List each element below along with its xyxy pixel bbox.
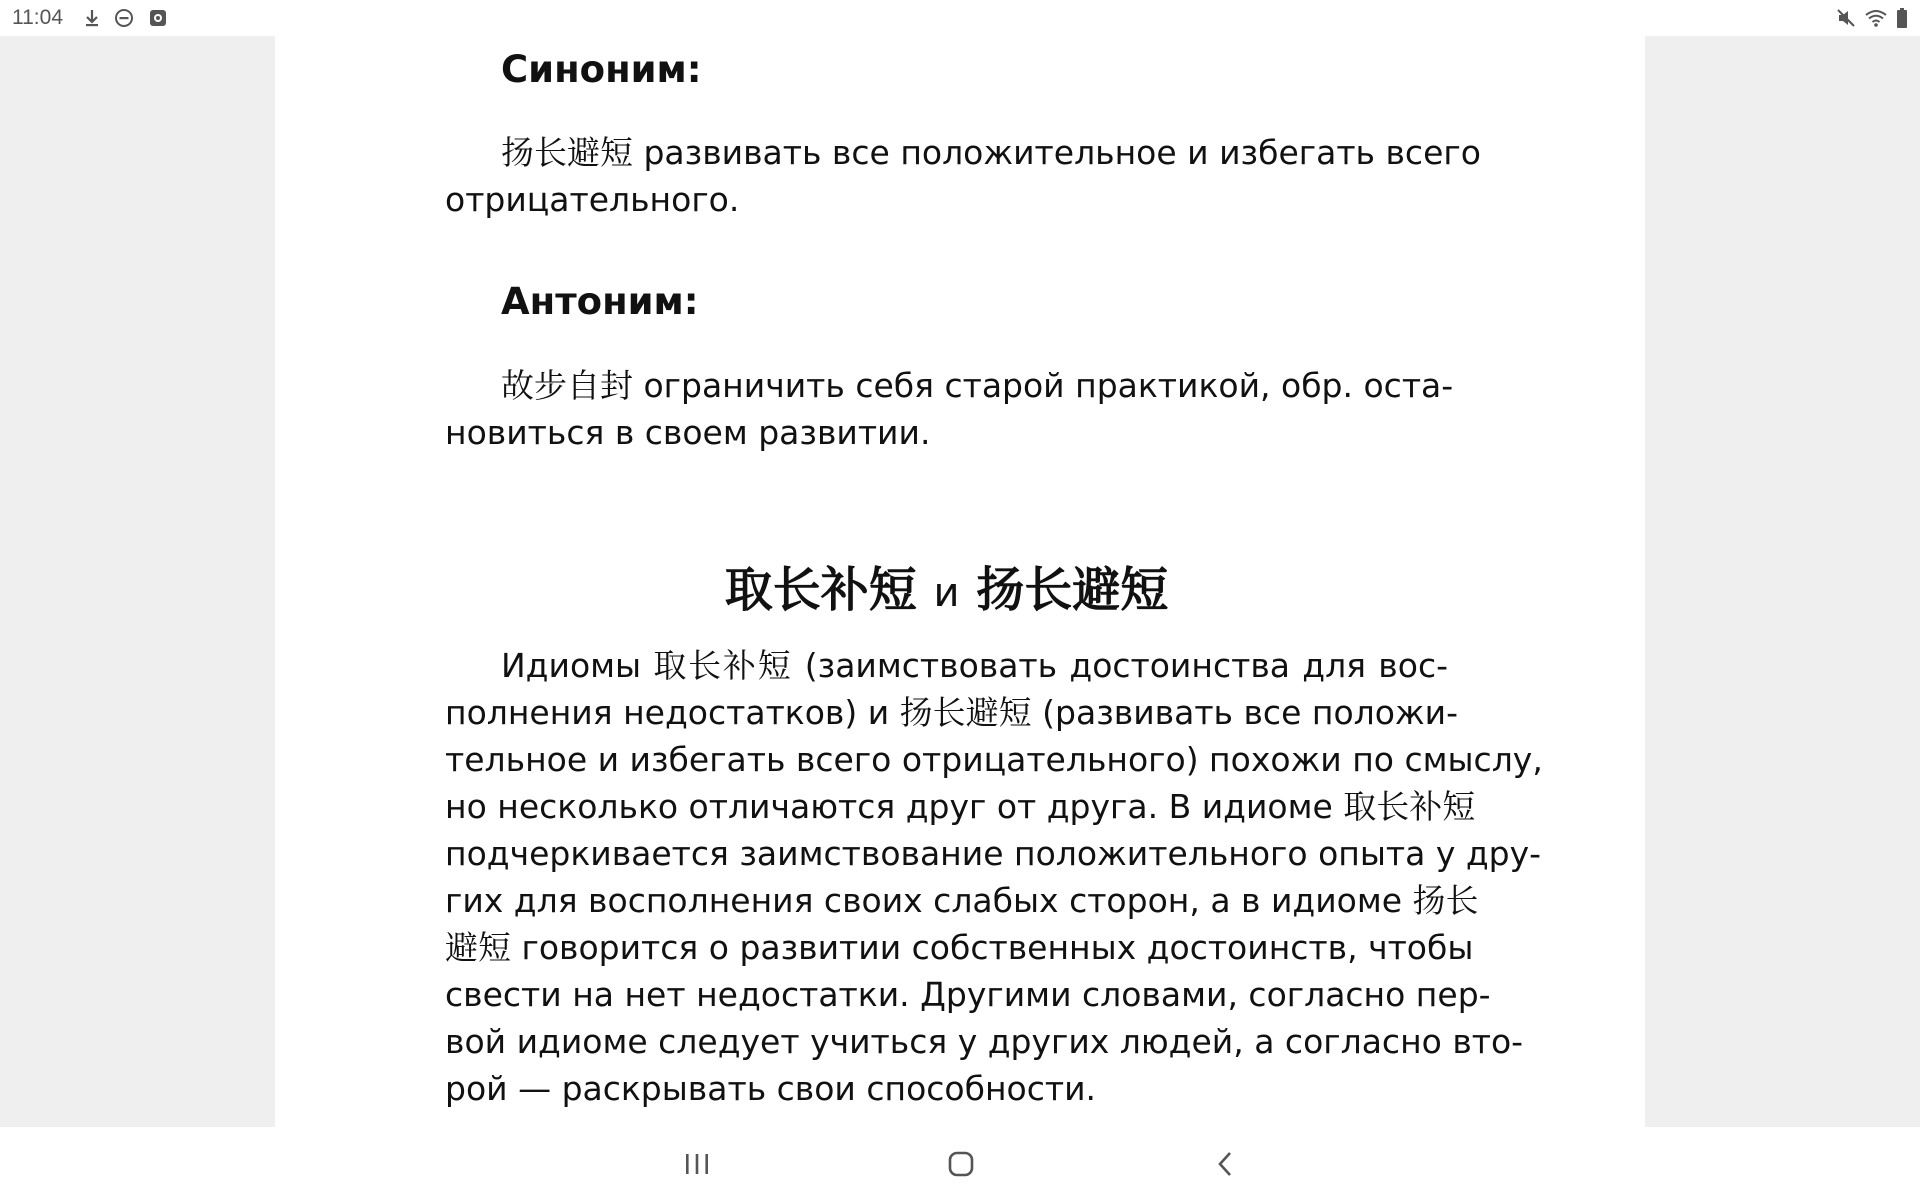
body-line: полнения недостатков) и 扬长避短 (развивать все положи- (445, 693, 1458, 732)
navigation-bar (0, 1127, 1920, 1200)
body-paragraph (445, 642, 1543, 1112)
body-line: подчеркивается заимствование положительного опыта у дру- (445, 834, 1542, 873)
home-icon (947, 1150, 975, 1178)
download-icon (82, 8, 102, 28)
antonym-line-1: 故步自封 ограничить себя старой практикой, обр. оста- (501, 366, 1454, 405)
body-line: но несколько отличаются друг от друга. В идиоме 取长补短 (445, 787, 1476, 826)
body-line: тельное и избегать всего отрицательного) похожи по смыслу, (445, 740, 1543, 779)
mute-icon (1836, 8, 1856, 28)
screen-recorder-icon (148, 8, 168, 28)
synonym-line-1: 扬长避短 развивать все положительное и избегать всего (501, 133, 1481, 172)
body-line: рой — раскрывать свои способности. (445, 1069, 1097, 1108)
recent-apps-icon (684, 1152, 710, 1176)
antonym-paragraph (445, 362, 1454, 456)
body-line: вой идиоме следует учиться у других людей, а согласно вто- (445, 1022, 1524, 1061)
body-line: 避短 говорится о развитии собственных достоинств, чтобы (445, 928, 1474, 967)
section-heading (445, 551, 1448, 620)
synonym-label: Синоним: (501, 48, 702, 91)
synonym-paragraph (445, 129, 1481, 223)
recent-apps-button[interactable] (672, 1139, 722, 1189)
antonym-label: Антоним: (501, 280, 699, 323)
status-right-icons (1836, 8, 1908, 28)
back-button[interactable] (1200, 1139, 1250, 1189)
back-icon (1215, 1150, 1235, 1178)
heading-idiom-left: 取长补短 (724, 562, 917, 618)
heading-conjunction: и (933, 570, 960, 616)
antonym-line-2: новиться в своем развитии. (445, 413, 931, 452)
heading-idiom-right: 扬长避短 (976, 562, 1169, 618)
battery-icon (1896, 8, 1908, 28)
do-not-disturb-icon (114, 8, 134, 28)
status-bar (0, 0, 1920, 36)
body-line: Идиомы 取长补短 (заимствовать достоинства для вос- (501, 646, 1448, 685)
right-margin (1645, 36, 1920, 1127)
body-line: гих для восполнения своих слабых сторон, а в идиоме 扬长 (445, 881, 1479, 920)
synonym-line-2: отрицательного. (445, 180, 740, 219)
wifi-icon (1864, 8, 1888, 28)
book-page[interactable] (275, 36, 1645, 1127)
home-button[interactable] (936, 1139, 986, 1189)
left-margin (0, 36, 275, 1127)
status-time: 11:04 (12, 6, 63, 29)
body-line: свести на нет недостатки. Другими словами, согласно пер- (445, 975, 1491, 1014)
